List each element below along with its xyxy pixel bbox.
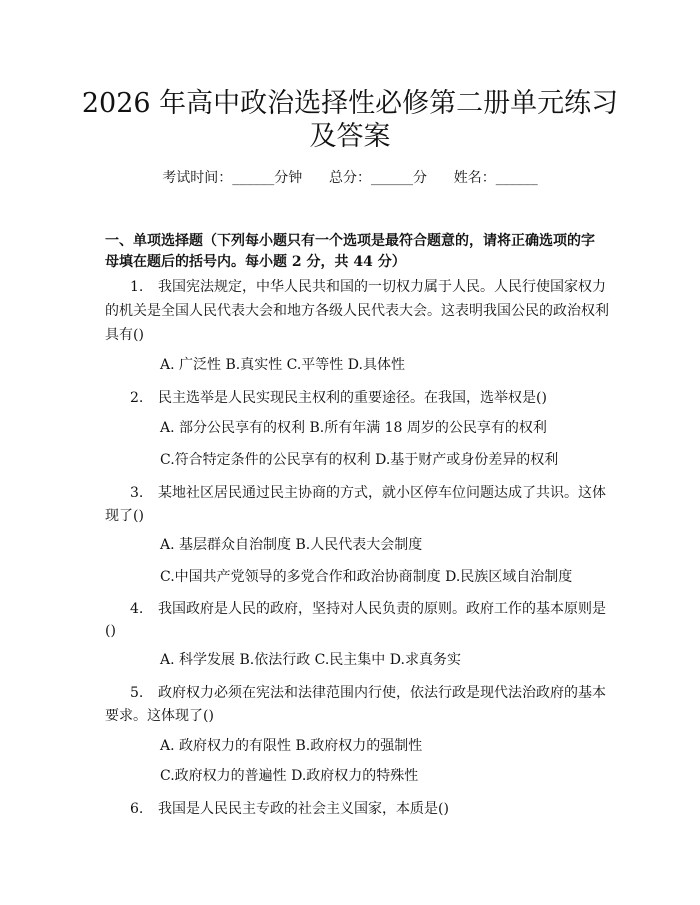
question-4 (130, 599, 606, 619)
exam-info-line: 考试时间：______分钟 总分：______分 姓名：______ (162, 170, 538, 186)
question-3-line-2: 现了() (105, 508, 144, 524)
question-number: 1. (130, 279, 144, 295)
question-number: 3. (130, 485, 144, 501)
question-3-options-a-b: A. 基层群众自治制度 B.人民代表大会制度 (160, 537, 423, 553)
question-1-line-2: 的机关是全国人民代表大会和地方各级人民代表大会。这表明我国公民的政治权利 (105, 303, 609, 319)
question-4-options: A. 科学发展 B.依法行政 C.民主集中 D.求真务实 (160, 652, 461, 668)
question-5 (130, 683, 606, 703)
question-5-options-a-b: A. 政府权力的有限性 B.政府权力的强制性 (160, 738, 423, 754)
page-title-continuation: 及答案 (309, 121, 391, 152)
question-5-options-c-d: C.政府权力的普遍性 D.政府权力的特殊性 (160, 768, 419, 784)
question-text: 某地社区居民通过民主协商的方式，就小区停车位问题达成了共识。这体 (158, 485, 606, 501)
question-text: 民主选举是人民实现民主权利的重要途径。在我国，选举权是() (158, 390, 547, 406)
question-5-line-2: 要求。这体现了() (105, 708, 214, 724)
question-1-line-3: 具有() (105, 327, 144, 343)
question-2-options-a-b: A. 部分公民享有的权利 B.所有年满 18 周岁的公民享有的权利 (160, 420, 547, 436)
page-title: 2026 年高中政治选择性必修第二册单元练习 (81, 88, 619, 119)
question-number: 5. (130, 685, 144, 701)
question-text: 我国宪法规定，中华人民共和国的一切权力属于人民。人民行使国家权力 (158, 279, 606, 295)
question-1-options: A. 广泛性 B.真实性 C.平等性 D.具体性 (160, 357, 405, 373)
question-number: 4. (130, 601, 144, 617)
question-number: 2. (130, 390, 144, 406)
question-2-options-c-d: C.符合特定条件的公民享有的权利 D.基于财产或身份差异的权利 (160, 452, 559, 468)
question-3-options-c-d: C.中国共产党领导的多党合作和政治协商制度 D.民族区域自治制度 (160, 569, 573, 585)
question-number: 6. (130, 801, 144, 817)
question-1 (130, 277, 606, 297)
question-text: 政府权力必须在宪法和法律范围内行使，依法行政是现代法治政府的基本 (158, 685, 606, 701)
question-3 (130, 483, 606, 503)
question-2 (130, 388, 547, 408)
question-text: 我国政府是人民的政府，坚持对人民负责的原则。政府工作的基本原则是 (158, 601, 606, 617)
question-4-line-2: () (105, 623, 116, 639)
section-heading: 一、单项选择题（下列每小题只有一个选项是最符合题意的，请将正确选项的字 (105, 233, 595, 249)
section-heading-continuation: 母填在题后的括号内。每小题 2 分，共 44 分） (105, 254, 406, 270)
question-text: 我国是人民民主专政的社会主义国家，本质是() (158, 801, 449, 817)
question-6 (130, 799, 449, 819)
